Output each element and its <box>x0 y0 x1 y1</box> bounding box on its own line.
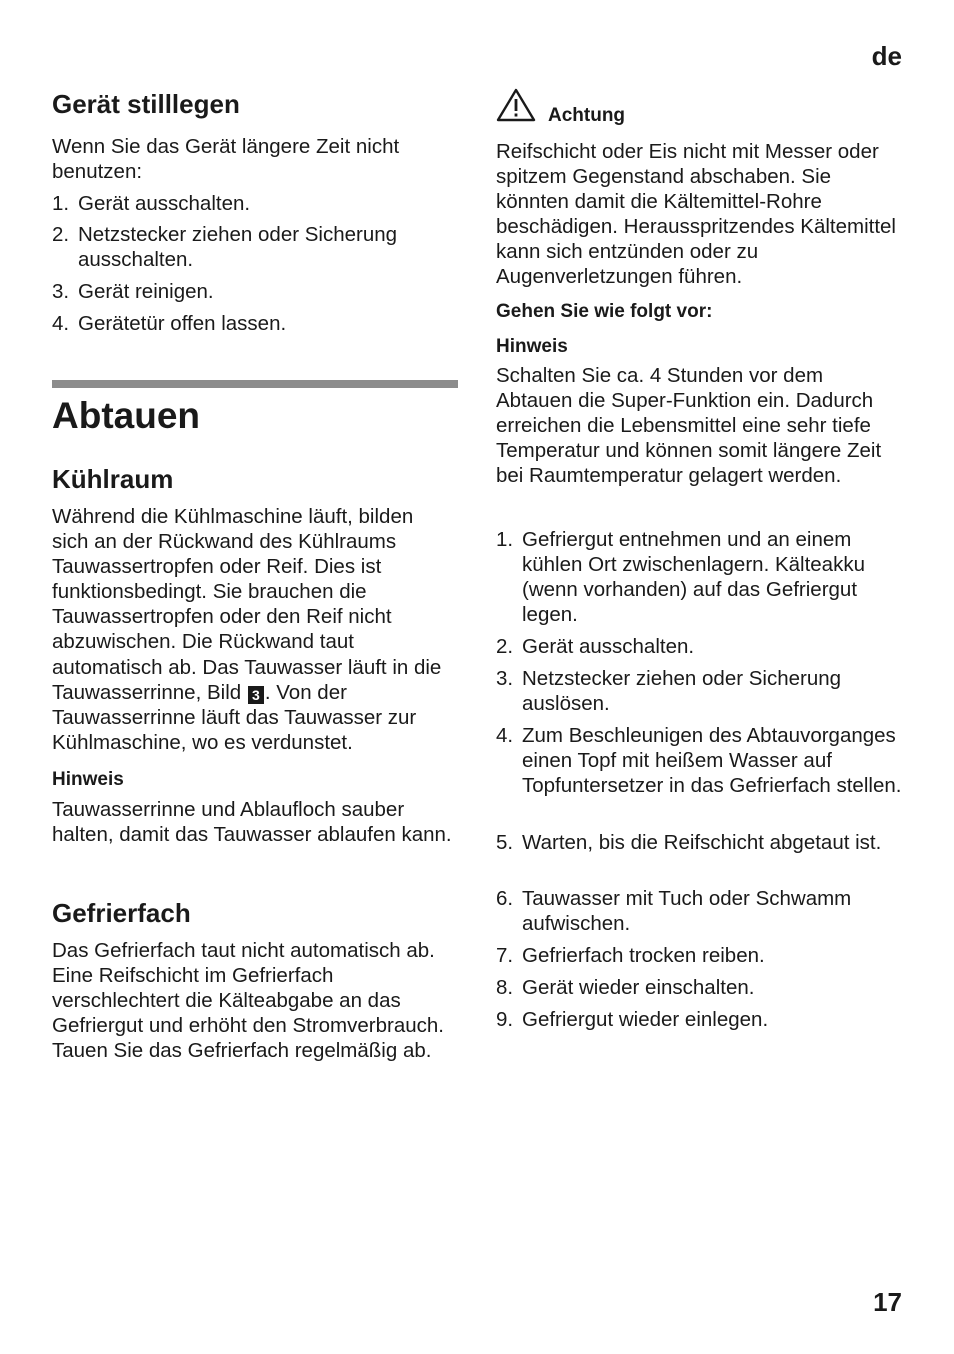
list-item <box>496 975 906 1000</box>
list-item-text: Zum Beschleunigen des Abtauvorganges einen Topf mit heißem Wasser auf Topfuntersetzer in das Gefrierfach stellen. <box>522 724 902 798</box>
list-item-text: Gefriergut entnehmen und an einem kühlen Ort zwischenlagern. Kälteakku (wenn vorhanden) auf das Gefriergut legen. <box>522 528 865 627</box>
note-label: Hinweis <box>496 336 568 357</box>
list-item-number: 8. <box>496 976 514 999</box>
page-number: 17 <box>873 1287 902 1317</box>
list-item-number: 4. <box>496 724 514 747</box>
list-item-text: Warten, bis die Reifschicht abgetaut ist. <box>522 831 882 854</box>
list-item-text: Tauwasser mit Tuch oder Schwamm aufwischen. <box>522 887 852 936</box>
list-item-number: 1. <box>52 192 70 215</box>
list-item-text: Gerät ausschalten. <box>78 192 251 215</box>
warning-text: Reifschicht oder Eis nicht mit Messer oder spitzem Gegenstand abschaben. Sie könnten damit die Kältemittel-Rohre beschädigen. Herausspritzendes Kältemittel kann sich entzünden oder zu Augenverletzungen führen. <box>496 140 896 289</box>
stilllegen-intro: Wenn Sie das Gerät längere Zeit nicht benutzen: <box>52 135 400 184</box>
chapter-title-abtauen: Abtauen <box>52 395 200 436</box>
section-title-kuehlraum: Kühlraum <box>52 464 174 494</box>
list-item-number: 3. <box>52 280 70 303</box>
list-item-text: Netzstecker ziehen oder Sicherung auslösen. <box>522 667 842 716</box>
list-item-number: 3. <box>496 667 514 690</box>
list-item-number: 2. <box>496 635 514 658</box>
kuehlraum-note-text: Tauwasserrinne und Ablaufloch sauber halten, damit das Tauwasser ablaufen kann. <box>52 798 452 847</box>
list-item <box>496 723 904 798</box>
warning-triangle-icon <box>496 88 536 122</box>
kuehlraum-body <box>52 504 452 755</box>
warning-label: Achtung <box>548 105 626 126</box>
section-title-geraet-stilllegen: Gerät stilllegen <box>52 89 240 119</box>
list-item <box>496 527 896 627</box>
list-item <box>496 1007 906 1032</box>
list-item <box>52 191 462 216</box>
kuehlraum-body-text: Während die Kühlmaschine läuft, bilden sich an der Rückwand des Kühlraums Tauwassertropfen oder Reif. Dies ist funktionsbedingt. Sie brauchen die Tauwassertropfen oder den Reif nicht abzuwischen. Die Rückwand taut automatisch ab. Das Tauwasser läuft in die Tauwasserrinne, Bild <box>52 505 442 704</box>
list-item-number: 5. <box>496 831 514 854</box>
list-item-number: 4. <box>52 312 70 335</box>
section-title-gefrierfach: Gefrierfach <box>52 898 191 928</box>
list-item-text: Gerät wieder einschalten. <box>522 976 755 999</box>
kuehlraum-body-text-continued: . Von der Tauwasserrinne läuft das Tauwasser zur Kühlmaschine, wo es verdunstet. <box>52 680 417 754</box>
list-item-text: Gerät ausschalten. <box>522 635 695 658</box>
list-item-number: 7. <box>496 944 514 967</box>
gefrierfach-body: Das Gefrierfach taut nicht automatisch ab. Eine Reifschicht im Gefrierfach verschlechtert die Kälteabgabe an das Gefriergut und erhöht den Stromverbrauch. Tauen Sie das Gefrierfach regelmäßig ab. <box>52 939 444 1063</box>
list-item <box>496 830 891 855</box>
list-item-text: Netzstecker ziehen oder Sicherung ausschalten. <box>78 223 398 272</box>
list-item-text: Gerät reinigen. <box>78 280 214 303</box>
list-item <box>52 222 432 272</box>
list-item <box>496 666 886 716</box>
list-item <box>52 279 462 304</box>
section-divider <box>52 380 458 388</box>
figure-reference-badge: 3 <box>248 686 264 704</box>
list-item-number: 2. <box>52 223 70 246</box>
right-note-text: Schalten Sie ca. 4 Stunden vor dem Abtauen die Super-Funktion ein. Dadurch erreichen die Lebensmittel eine sehr tiefe Temperatur und können somit längere Zeit bei Raumtemperatur gelagert werden. <box>496 364 882 488</box>
list-item-number: 6. <box>496 887 514 910</box>
list-item-text: Gerätetür offen lassen. <box>78 312 287 335</box>
list-item <box>496 634 906 659</box>
list-item-number: 1. <box>496 528 514 551</box>
list-item-text: Gefriergut wieder einlegen. <box>522 1008 769 1031</box>
language-code: de <box>871 41 902 71</box>
list-item-text: Gefrierfach trocken reiben. <box>522 944 765 967</box>
list-item <box>496 886 896 936</box>
list-item <box>52 311 462 336</box>
procedure-label: Gehen Sie wie folgt vor: <box>496 301 713 322</box>
note-label: Hinweis <box>52 769 124 790</box>
list-item-number: 9. <box>496 1008 514 1031</box>
list-item <box>496 943 906 968</box>
